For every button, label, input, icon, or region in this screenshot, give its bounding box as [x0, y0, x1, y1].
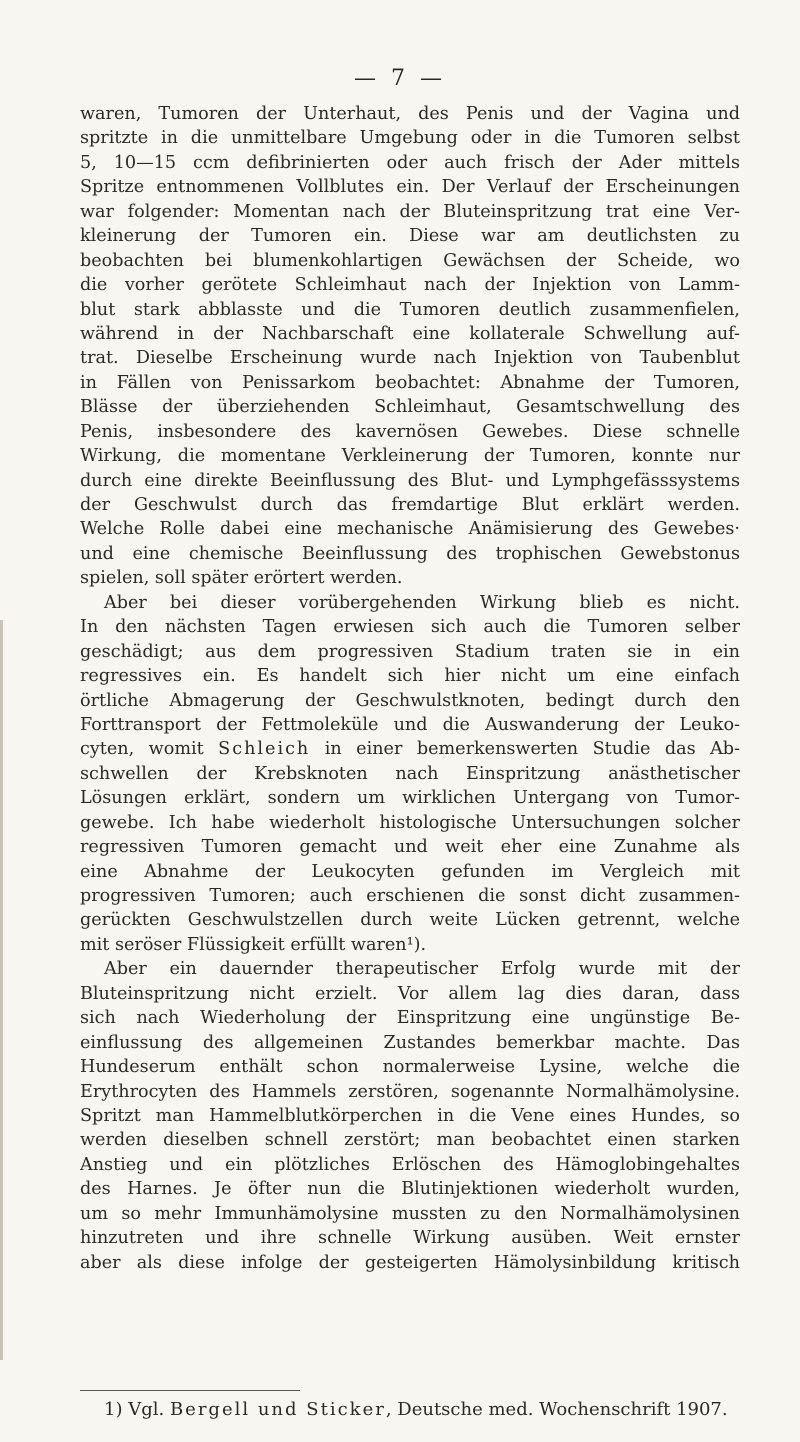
page-number: — 7 — [354, 66, 446, 91]
text-line: schwellen der Krebsknoten nach Einspritzung anästhetischer [80, 763, 740, 784]
text-line: Anstieg und ein plötzliches Erlöschen des Hämoglobingehaltes [80, 1154, 740, 1175]
footnote [104, 1398, 744, 1422]
text-line: regressiven Tumoren gemacht und weit eher eine Zunahme als [80, 837, 740, 858]
text-line: werden dieselben schnell zerstört; man beobachtet einen starken [80, 1130, 740, 1151]
footnote-marker: 1) Vgl. [104, 1399, 165, 1420]
text-segment: in einer bemerkenswerten Studie das Ab- [310, 739, 740, 760]
text-line: aber als diese infolge der gesteigerten Hämolysinbildung kritisch [80, 1252, 740, 1273]
text-line: gerückten Geschwulstzellen durch weite Lücken getrennt, welche [80, 910, 740, 931]
text-line: spielen, soll später erörtert werden. [80, 568, 403, 589]
text-line: Bluteinspritzung nicht erzielt. Vor allem lag dies daran, dass [80, 983, 740, 1004]
text-line: und eine chemische Beeinflussung des trophischen Gewebstonus [80, 543, 740, 564]
text-line: war folgender: Momentan nach der Bluteinspritzung trat eine Ver- [80, 201, 740, 222]
text-line: waren, Tumoren der Unterhaut, des Penis und der Vagina und [80, 104, 740, 124]
text-line: gewebe. Ich habe wiederholt histologische Untersuchungen solcher [80, 812, 740, 833]
footnote-divider [80, 1390, 300, 1391]
text-line: einflussung des allgemeinen Zustandes bemerkbar machte. Das [80, 1032, 740, 1053]
text-line: In den nächsten Tagen erwiesen sich auch die Tumoren selber [80, 617, 740, 638]
text-line: Welche Rolle dabei eine mechanische Anämisierung des Gewebes· [80, 519, 740, 540]
text-line: eine Abnahme der Leukocyten gefunden im Vergleich mit [80, 861, 740, 882]
scan-edge-shadow [0, 620, 3, 1360]
text-line: Lösungen erklärt, sondern um wirklichen Untergang von Tumor- [80, 788, 740, 809]
text-line: spritzte in die unmittelbare Umgebung oder in die Tumoren selbst [80, 128, 740, 149]
text-line: Erythrocyten des Hammels zerstören, sogenannte Normalhämolysine. [80, 1081, 740, 1102]
text-line: progressiven Tumoren; auch erschienen die sonst dicht zusammen- [80, 886, 740, 906]
text-line: Aber bei dieser vorübergehenden Wirkung blieb es nicht. [104, 592, 740, 613]
text-line: trat. Dieselbe Erscheinung wurde nach Injektion von Taubenblut [80, 348, 740, 369]
footnote-authors: Bergell und Sticker [169, 1399, 386, 1420]
text-line: um so mehr Immunhämolysine mussten zu den Normalhämolysinen [80, 1203, 740, 1224]
text-line: in Fällen von Penissarkom beobachtet: Abnahme der Tumoren, [80, 372, 740, 393]
text-line: regressives ein. Es handelt sich hier nicht um eine einfach [80, 666, 740, 687]
text-line: Hundeserum enthält schon normalerweise Lysine, welche die [80, 1057, 740, 1078]
text-segment: cyten, womit [80, 739, 219, 760]
text-line: Blässe der überziehenden Schleimhaut, Gesamtschwellung des [80, 397, 740, 418]
text-line: Penis, insbesondere des kavernösen Gewebes. Diese schnelle [80, 421, 740, 442]
text-line: Spritze entnommenen Vollblutes ein. Der Verlauf der Erscheinungen [80, 177, 740, 198]
text-line: des Harnes. Je öfter nun die Blutinjektionen wiederholt wurden, [80, 1179, 740, 1200]
text-line: örtliche Abmagerung der Geschwulstknoten, bedingt durch den [80, 690, 740, 711]
text-line: mit seröser Flüssigkeit erfüllt waren¹). [80, 934, 427, 955]
text-line: Spritzt man Hammelblutkörperchen in die Vene eines Hundes, so [80, 1105, 740, 1126]
text-line: blut stark abblasste und die Tumoren deutlich zusammenfielen, [80, 299, 740, 320]
body-text [80, 102, 740, 1275]
spaced-name: Schleich [218, 739, 311, 760]
text-line: der Geschwulst durch das fremdartige Blut erklärt werden. [80, 495, 740, 515]
text-line: Forttransport der Fettmoleküle und die Auswanderung der Leuko- [80, 714, 740, 735]
text-line: während in der Nachbarschaft eine kollaterale Schwellung auf- [80, 323, 740, 344]
footnote-source: , Deutsche med. Wochenschrift 1907. [385, 1399, 728, 1420]
text-line: die vorher gerötete Schleimhaut nach der Injektion von Lamm- [80, 275, 740, 296]
text-line: Wirkung, die momentane Verkleinerung der Tumoren, konnte nur [80, 446, 740, 467]
text-line: geschädigt; aus dem progressiven Stadium traten sie in ein [80, 641, 740, 662]
text-line: beobachten bei blumenkohlartigen Gewächsen der Scheide, wo [80, 250, 740, 271]
text-line: durch eine direkte Beeinflussung des Blut- und Lymphgefässsystems [80, 470, 740, 491]
text-line: 5, 10—15 ccm defibrinierten oder auch frisch der Ader mittels [80, 152, 740, 173]
text-line: Aber ein dauernder therapeutischer Erfolg wurde mit der [104, 959, 740, 980]
text-line: hinzutreten und ihre schnelle Wirkung ausüben. Weit ernster [80, 1228, 740, 1249]
text-line: sich nach Wiederholung der Einspritzung eine ungünstige Be- [80, 1008, 740, 1029]
text-line: kleinerung der Tumoren ein. Diese war am deutlichsten zu [80, 226, 740, 247]
text-line [80, 737, 740, 761]
